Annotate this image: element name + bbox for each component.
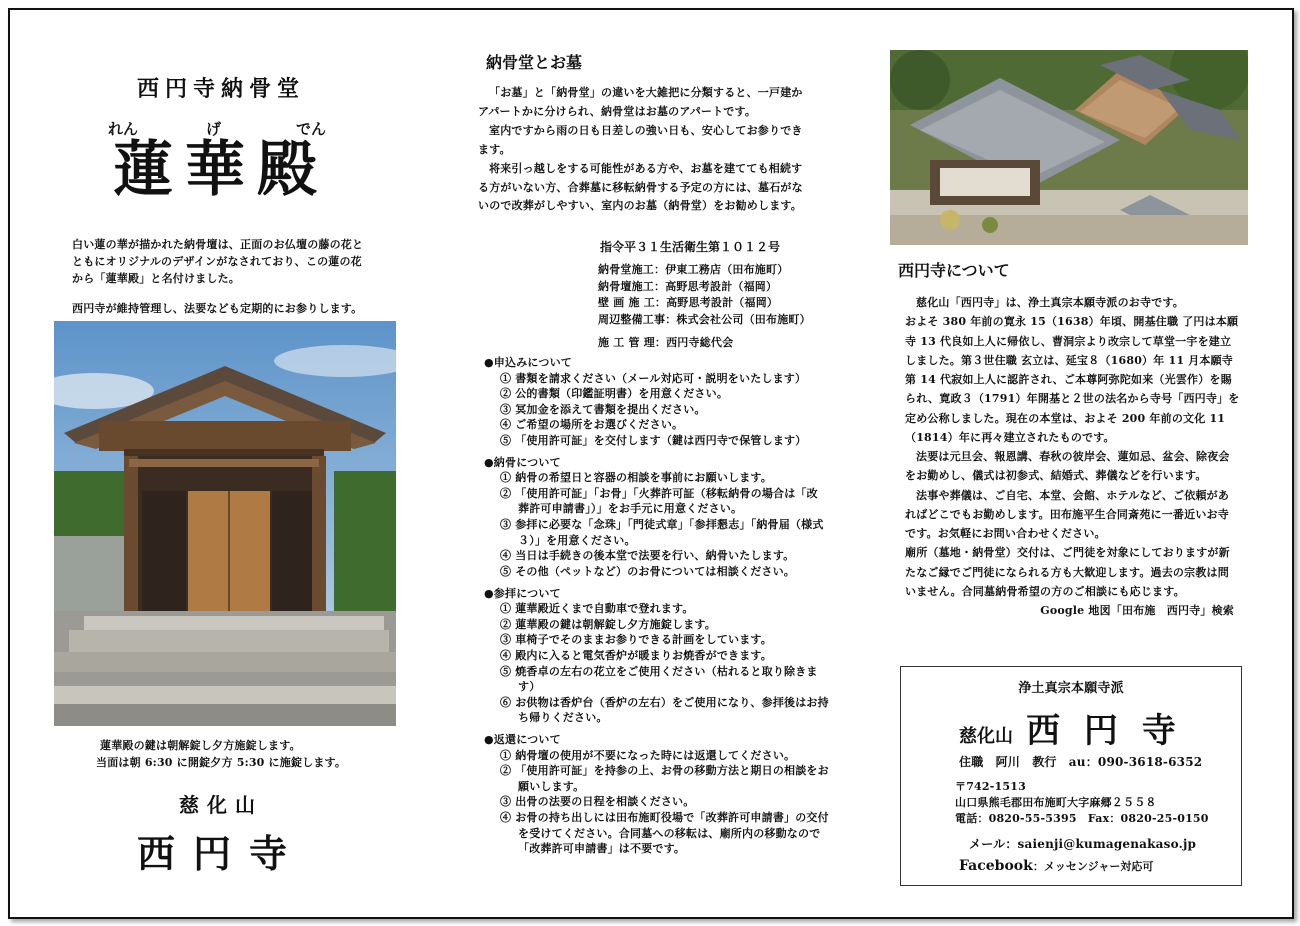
temple-heading (959, 703, 1182, 752)
credit-line: 納骨壇施工：高野思考設計（福岡） (598, 279, 778, 293)
intro-para-line: いので改葬がしやすい、室内のお墓（納骨堂）をお勧めします。 (478, 199, 802, 213)
middle-intro (478, 84, 838, 216)
construction-manager: 施 工 管 理：西円寺総代会 (598, 336, 734, 349)
procedure-item: ① 書類を請求ください（メール対応可・説明をいたします） (500, 371, 807, 385)
procedure-item: ④ 当日は手続きの後本堂で法要を行い、納骨いたします。 (500, 549, 795, 563)
managed-text: 西円寺が維持管理し、法要なども定期的にお参りします。 (72, 302, 363, 315)
ruby-ge: げ (206, 120, 222, 138)
procedure-item: ③ 出骨の法要の日程を相談ください。 (500, 795, 695, 809)
key-note: 蓮華殿の鍵は朝解錠し夕方施錠します。 (100, 739, 301, 752)
temple-aerial-photo (890, 50, 1248, 245)
intro-para-line: アパートかに分けられ、納骨堂はお墓のアパートです。 (478, 104, 757, 118)
intro-para-line: ます。 (478, 142, 511, 156)
email-line[interactable]: メール：saienji@kumagenakaso.jp (969, 837, 1197, 851)
address: 山口県熊毛郡田布施町大字麻郷２５５８ (955, 795, 1157, 809)
about-para: 法要は元旦会、報恩講、春秋の彼岸会、蓮如忌、盆会、除夜会をお勤めし、儀式は初参式、結婚式、葬儀などを行います。 (905, 450, 1230, 483)
procedure-item: ⑥ お供物は香炉台（香炉の左右）をご使用になり、参拝後はお持ち帰りください。 (500, 695, 829, 725)
intro-line: から「蓮華殿」と名付けました。 (72, 272, 240, 286)
procedure-item: ⑤ 焼香卓の左右の花立をご使用ください（枯れると取り除きます） (500, 664, 818, 694)
mountain-name: 慈化山 (179, 793, 263, 817)
ruby-ren: れん (108, 120, 139, 138)
about-para: 廟所（墓地・納骨堂）交付は、ご門徒を対象にしておりますが新たなご縁でご門徒になられる方も大歓迎します。過去の宗教は問いません。合同墓納骨希望の方のご相談にも応じます。 (905, 546, 1230, 598)
phone-fax: 電話：0820-55-5395 Fax：0820-25-0150 (955, 811, 1209, 825)
box-mountain: 慈化山 (959, 726, 1013, 747)
facebook-line[interactable] (959, 855, 1153, 874)
credit-line: 納骨堂施工：伊東工務店（田布施町） (598, 263, 789, 276)
permit-number: 指令平３１生活衛生第１０１２号 (600, 240, 781, 254)
facebook-label: Facebook (959, 858, 1033, 874)
procedure-item: ④ ご希望の場所をお選びください。 (500, 418, 684, 432)
contact-box (900, 666, 1242, 886)
main-title: 蓮華殿 (113, 135, 329, 205)
map-hint: Google 地図「田布施 西円寺」検索 (1040, 604, 1234, 617)
procedure-item: ① 蓮華殿近くまで自動車で登れます。 (500, 602, 694, 616)
about-para: およそ 380 年前の寛永 15（1638）年頃、開基住職 了円は本願寺 13 代良如上人に帰依し、曹洞宗より改宗して草堂一宇を建立しました。第３世住職 玄立は、延宝８（1680）年 11 月本願寺第 14 代寂如上人に認許され、ご本尊阿弥陀如来（光雲作）を賜られ、寛政３（1791）年開基と２世の法名から寺号「西円寺」を定め公称しました。現在の本堂は、およそ 200 年前の文化 11（1814）年に再々建立されたものです。 (905, 315, 1240, 444)
key-note: 当面は朝 6:30 に開錠夕方 5:30 に施錠します。 (96, 756, 347, 770)
section-head: ●申込みについて (484, 356, 572, 369)
left-footer (46, 0, 396, 926)
ruby-den: でん (296, 120, 327, 138)
address-block (955, 779, 1209, 827)
procedure-item: ② 公的書類（印鑑証明書）を用意ください。 (500, 387, 729, 401)
intro-para-line: 「お墓」と「納骨堂」の違いを大雑把に分類すると、一戸建か (489, 86, 803, 99)
subtitle: 西円寺納骨堂 (136, 76, 305, 102)
intro-para-line: 将来引っ越しをする可能性がある方や、お墓を建てても相続す (489, 161, 803, 175)
intro-para-line: 室内ですから雨の日も日差しの強い日も、安心してお参りでき (489, 123, 803, 137)
procedure-item: ② 蓮華殿の鍵は朝解錠し夕方施錠します。 (500, 617, 716, 631)
procedure-item: ④ お骨の持ち出しには田布施町役場で「改葬許可申請書」の交付を受けてください。合同墓への移転は、廟所内の移動なので「改葬許可申請書」は不要です。 (500, 811, 829, 856)
section-head: ●参拝について (484, 586, 561, 600)
credit-line: 周辺整備工事：株式会社公司（田布施町） (598, 312, 811, 326)
sect-name: 浄土真宗本願寺派 (1018, 681, 1124, 696)
temple-illustration (890, 50, 1248, 245)
section-head: ●納骨について (484, 455, 561, 469)
procedure-item: ③ 車椅子でそのままお参りできる計画をしています。 (500, 633, 772, 647)
procedure-item: ① 納骨の希望日と容器の相談を事前にお願いします。 (500, 471, 772, 485)
postal-code: 〒742-1513 (955, 780, 1026, 793)
procedure-item: ③ 参拝に必要な「念珠」「門徒式章」「参拝懇志」「納骨届（様式３）」を用意ください。 (500, 518, 824, 547)
section-head: ●返還について (484, 733, 561, 747)
construction-credits (598, 262, 811, 328)
priest-line: 住職 阿川 教行 au：090-3618-6352 (959, 755, 1203, 769)
credit-line: 壁 画 施 工：高野思考設計（福岡） (598, 296, 779, 309)
box-temple: 西 円 寺 (1026, 711, 1182, 751)
temple-name: 西円寺 (136, 831, 305, 876)
intro-line: 白い蓮の華が描かれた納骨壇は、正面のお仏壇の藤の花と (72, 238, 364, 251)
intro-line: ともにオリジナルのデザインがなされており、この蓮の花 (72, 255, 362, 269)
procedure-item: ④ 殿内に入ると電気香炉が暖まりお焼香ができます。 (500, 648, 772, 662)
intro-para-line: る方がいない方、合葬墓に移転納骨する予定の方には、墓石がな (478, 180, 803, 194)
middle-title (478, 50, 838, 73)
procedure-item: ⑤ 「使用許可証」を交付します（鍵は西円寺で保管します） (500, 434, 807, 448)
procedure-item: ② 「使用許可証」「お骨」「火葬許可証（移転納骨の場合は「改葬許可申請書」）」をお手元に用意ください。 (500, 486, 818, 516)
procedure-item: ⑤ その他（ペットなど）のお骨については相談ください。 (500, 564, 796, 578)
about-body (905, 293, 1240, 620)
procedure-item: ② 「使用許可証」を持参の上、お骨の移動方法と期日の相談をお願いします。 (500, 764, 829, 793)
about-title: 西円寺について (898, 261, 1010, 280)
section-title: 納骨堂とお墓 (486, 53, 583, 72)
about-para: 法事や葬儀は、ご自宅、本堂、会館、ホテルなど、ご依頼があればどこでもお勤めします。田布施平生合同斎苑に一番近いお寺です。お気軽にお問い合わせください。 (905, 488, 1230, 540)
facebook-note: ：メッセンジャー対応可 (1032, 860, 1154, 873)
procedure-item: ① 納骨壇の使用が不要になった時には返還してください。 (500, 748, 796, 762)
procedure-sections (484, 355, 829, 857)
procedure-item: ③ 冥加金を添えて書類を提出ください。 (500, 402, 706, 416)
about-para: 慈化山「西円寺」は、浄土真宗本願寺派のお寺です。 (916, 296, 1184, 309)
